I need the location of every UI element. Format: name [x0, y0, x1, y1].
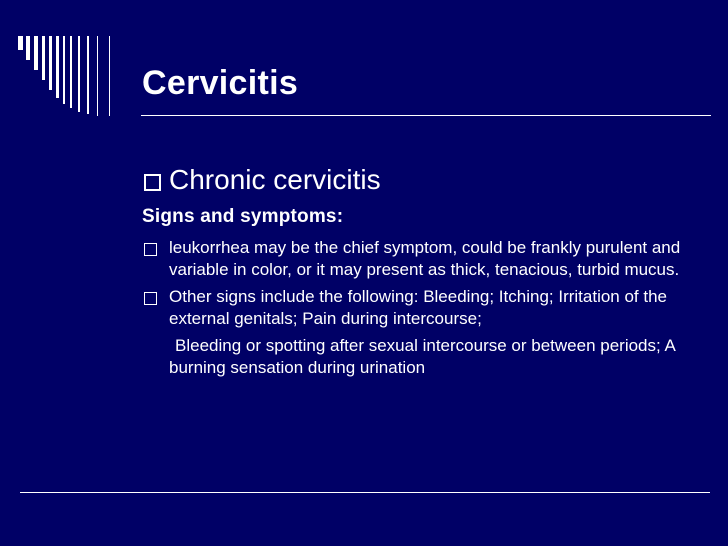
list-item-text: leukorrhea may be the chief symptom, could be frankly purulent and variable in color, or it may present as thick, tenacious, turbid mucus. — [169, 238, 681, 279]
decorative-bar — [70, 36, 72, 108]
slide-title: Cervicitis — [142, 64, 299, 102]
list-item — [142, 286, 702, 330]
decorative-bar — [56, 36, 59, 98]
decorative-bar — [87, 36, 89, 114]
list-item-text: Other signs include the following: Bleeding; Itching; Irritation of the external genitals; Pain during intercourse; — [169, 287, 668, 328]
continuation-text: Bleeding or spotting after sexual intercourse or between periods; A burning sensation during urination — [169, 336, 675, 377]
decorative-bar — [18, 36, 23, 50]
decorative-bar — [26, 36, 30, 60]
level1-bullet-text: Chronic cervicitis — [169, 164, 381, 195]
list-item — [142, 237, 702, 281]
continuation-paragraph — [142, 335, 689, 379]
decorative-bar — [109, 36, 110, 116]
decorative-bar — [42, 36, 45, 80]
hollow-square-icon — [144, 243, 157, 256]
decorative-bars — [18, 36, 128, 116]
decorative-bar — [63, 36, 65, 104]
hollow-square-icon — [144, 292, 157, 305]
title-divider — [141, 115, 711, 116]
decorative-bar — [34, 36, 38, 70]
subheading: Signs and symptoms: — [142, 206, 344, 227]
slide-body — [142, 164, 702, 379]
decorative-bar — [78, 36, 80, 112]
level1-bullet — [142, 164, 702, 196]
hollow-square-icon — [144, 174, 161, 191]
decorative-bar — [97, 36, 98, 116]
footer-divider — [20, 492, 710, 493]
decorative-bar — [49, 36, 52, 90]
